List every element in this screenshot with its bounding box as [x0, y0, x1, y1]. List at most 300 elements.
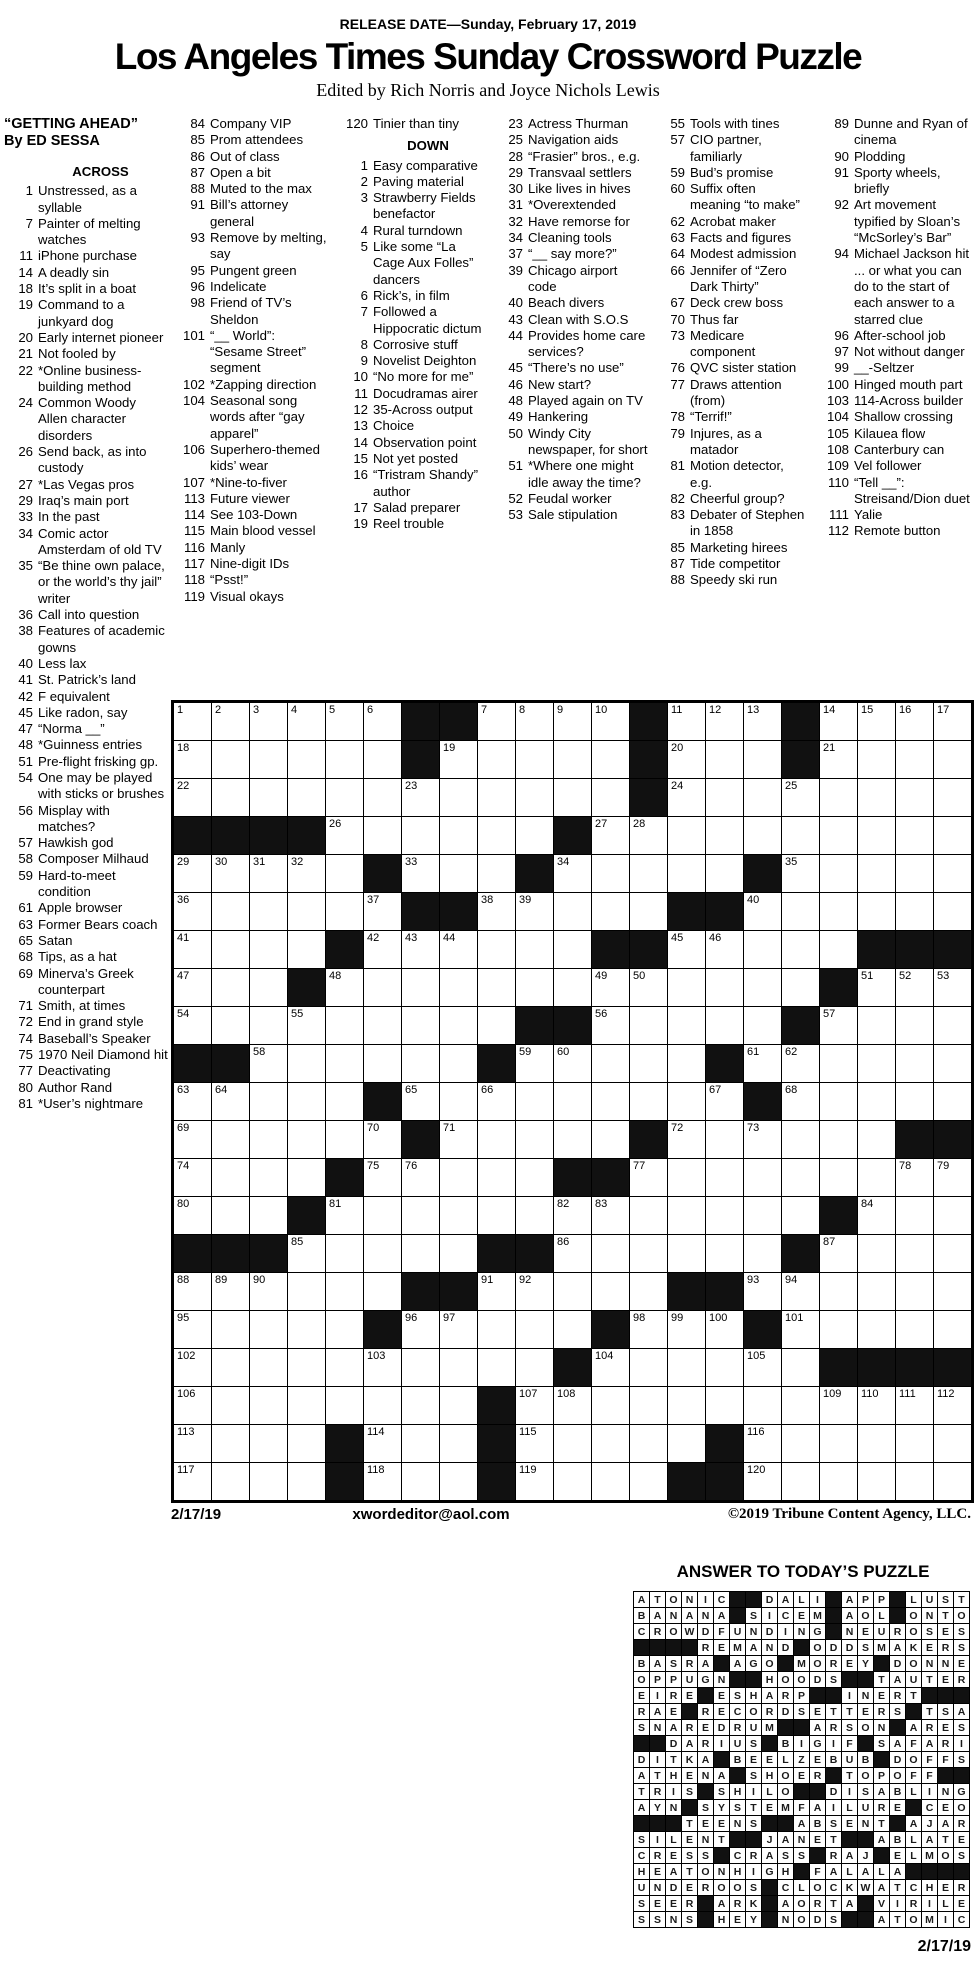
- grid-cell[interactable]: [630, 893, 668, 931]
- grid-cell[interactable]: [630, 1311, 668, 1349]
- grid-cell[interactable]: [173, 1349, 212, 1387]
- grid-cell[interactable]: [782, 893, 820, 931]
- grid-cell[interactable]: [782, 931, 820, 969]
- grid-cell[interactable]: [592, 1121, 630, 1159]
- grid-cell[interactable]: [440, 1387, 478, 1425]
- grid-cell[interactable]: [402, 1349, 440, 1387]
- grid-cell[interactable]: [516, 931, 554, 969]
- grid-cell[interactable]: [706, 969, 744, 1007]
- grid-cell[interactable]: [288, 931, 326, 969]
- grid-cell[interactable]: [668, 1235, 706, 1273]
- grid-cell[interactable]: [630, 855, 668, 893]
- grid-cell[interactable]: [934, 1463, 973, 1502]
- grid-cell[interactable]: [364, 741, 402, 779]
- grid-cell[interactable]: [516, 1159, 554, 1197]
- grid-cell[interactable]: [288, 1349, 326, 1387]
- grid-cell[interactable]: [326, 969, 364, 1007]
- grid-cell[interactable]: [934, 817, 973, 855]
- grid-cell[interactable]: [288, 1387, 326, 1425]
- grid-cell[interactable]: [212, 1159, 250, 1197]
- grid-cell[interactable]: [364, 1273, 402, 1311]
- grid-cell[interactable]: [288, 1273, 326, 1311]
- grid-cell[interactable]: [820, 741, 858, 779]
- grid-cell[interactable]: [288, 1159, 326, 1197]
- grid-cell[interactable]: [820, 1007, 858, 1045]
- grid-cell[interactable]: [554, 1311, 592, 1349]
- grid-cell[interactable]: [896, 1045, 934, 1083]
- grid-cell[interactable]: [554, 1425, 592, 1463]
- grid-cell[interactable]: [250, 969, 288, 1007]
- grid-cell[interactable]: [554, 893, 592, 931]
- grid-cell[interactable]: [554, 931, 592, 969]
- grid-cell[interactable]: [554, 1121, 592, 1159]
- grid-cell[interactable]: [478, 1349, 516, 1387]
- grid-cell[interactable]: [402, 1311, 440, 1349]
- grid-cell[interactable]: [402, 1235, 440, 1273]
- grid-cell[interactable]: [896, 1463, 934, 1502]
- grid-cell[interactable]: [326, 1083, 364, 1121]
- grid-cell[interactable]: [440, 1349, 478, 1387]
- grid-cell[interactable]: [934, 893, 973, 931]
- grid-cell[interactable]: [630, 1045, 668, 1083]
- grid-cell[interactable]: [440, 741, 478, 779]
- grid-cell[interactable]: [326, 1045, 364, 1083]
- grid-cell[interactable]: [896, 1197, 934, 1235]
- grid-cell[interactable]: [592, 893, 630, 931]
- grid-cell[interactable]: [896, 1235, 934, 1273]
- grid-cell[interactable]: [364, 1387, 402, 1425]
- grid-cell[interactable]: [782, 1463, 820, 1502]
- grid-cell[interactable]: [820, 1311, 858, 1349]
- grid-cell[interactable]: [250, 1273, 288, 1311]
- grid-cell[interactable]: [706, 1387, 744, 1425]
- grid-cell[interactable]: [250, 1387, 288, 1425]
- grid-cell[interactable]: [250, 1463, 288, 1502]
- grid-cell[interactable]: [326, 1273, 364, 1311]
- grid-cell[interactable]: [478, 1159, 516, 1197]
- grid-cell[interactable]: [782, 1387, 820, 1425]
- grid-cell[interactable]: [554, 969, 592, 1007]
- grid-cell[interactable]: [896, 1007, 934, 1045]
- grid-cell[interactable]: [402, 779, 440, 817]
- grid-cell[interactable]: [402, 969, 440, 1007]
- grid-cell[interactable]: [706, 1349, 744, 1387]
- grid-cell[interactable]: [630, 1235, 668, 1273]
- grid-cell[interactable]: [782, 855, 820, 893]
- grid-cell[interactable]: [326, 893, 364, 931]
- grid-cell[interactable]: [250, 931, 288, 969]
- grid-cell[interactable]: [744, 1159, 782, 1197]
- grid-cell[interactable]: [820, 702, 858, 741]
- grid-cell[interactable]: [288, 893, 326, 931]
- grid-cell[interactable]: [173, 855, 212, 893]
- grid-cell[interactable]: [478, 1273, 516, 1311]
- grid-cell[interactable]: [440, 931, 478, 969]
- grid-cell[interactable]: [744, 817, 782, 855]
- grid-cell[interactable]: [630, 1349, 668, 1387]
- grid-cell[interactable]: [934, 1197, 973, 1235]
- grid-cell[interactable]: [516, 1197, 554, 1235]
- grid-cell[interactable]: [173, 1425, 212, 1463]
- grid-cell[interactable]: [934, 1273, 973, 1311]
- grid-cell[interactable]: [706, 855, 744, 893]
- grid-cell[interactable]: [364, 1045, 402, 1083]
- grid-cell[interactable]: [250, 779, 288, 817]
- grid-cell[interactable]: [934, 1159, 973, 1197]
- grid-cell[interactable]: [516, 1349, 554, 1387]
- grid-cell[interactable]: [668, 1083, 706, 1121]
- grid-cell[interactable]: [668, 1007, 706, 1045]
- grid-cell[interactable]: [554, 1235, 592, 1273]
- grid-cell[interactable]: [782, 1197, 820, 1235]
- grid-cell[interactable]: [516, 1121, 554, 1159]
- grid-cell[interactable]: [250, 741, 288, 779]
- grid-cell[interactable]: [212, 1007, 250, 1045]
- grid-cell[interactable]: [554, 779, 592, 817]
- grid-cell[interactable]: [858, 1311, 896, 1349]
- grid-cell[interactable]: [440, 1159, 478, 1197]
- grid-cell[interactable]: [668, 1425, 706, 1463]
- grid-cell[interactable]: [592, 741, 630, 779]
- grid-cell[interactable]: [364, 1425, 402, 1463]
- grid-cell[interactable]: [440, 1083, 478, 1121]
- grid-cell[interactable]: [858, 817, 896, 855]
- grid-cell[interactable]: [668, 931, 706, 969]
- grid-cell[interactable]: [858, 1197, 896, 1235]
- grid-cell[interactable]: [820, 931, 858, 969]
- grid-cell[interactable]: [478, 893, 516, 931]
- grid-cell[interactable]: [706, 1121, 744, 1159]
- grid-cell[interactable]: [706, 1083, 744, 1121]
- grid-cell[interactable]: [554, 741, 592, 779]
- grid-cell[interactable]: [478, 1311, 516, 1349]
- grid-cell[interactable]: [516, 969, 554, 1007]
- grid-cell[interactable]: [630, 1197, 668, 1235]
- grid-cell[interactable]: [858, 702, 896, 741]
- grid-cell[interactable]: [364, 893, 402, 931]
- grid-cell[interactable]: [212, 1083, 250, 1121]
- grid-cell[interactable]: [516, 1273, 554, 1311]
- grid-cell[interactable]: [212, 1387, 250, 1425]
- grid-cell[interactable]: [820, 855, 858, 893]
- grid-cell[interactable]: [440, 1463, 478, 1502]
- grid-cell[interactable]: [250, 702, 288, 741]
- grid-cell[interactable]: [668, 779, 706, 817]
- grid-cell[interactable]: [896, 817, 934, 855]
- grid-cell[interactable]: [896, 1273, 934, 1311]
- grid-cell[interactable]: [554, 1197, 592, 1235]
- grid-cell[interactable]: [668, 1159, 706, 1197]
- grid-cell[interactable]: [250, 893, 288, 931]
- grid-cell[interactable]: [782, 1349, 820, 1387]
- grid-cell[interactable]: [173, 779, 212, 817]
- grid-cell[interactable]: [288, 855, 326, 893]
- grid-cell[interactable]: [706, 702, 744, 741]
- grid-cell[interactable]: [668, 1387, 706, 1425]
- grid-cell[interactable]: [364, 1463, 402, 1502]
- grid-cell[interactable]: [212, 1273, 250, 1311]
- grid-cell[interactable]: [706, 1007, 744, 1045]
- grid-cell[interactable]: [706, 1197, 744, 1235]
- grid-cell[interactable]: [402, 855, 440, 893]
- grid-cell[interactable]: [440, 1121, 478, 1159]
- grid-cell[interactable]: [858, 1273, 896, 1311]
- grid-cell[interactable]: [364, 1197, 402, 1235]
- grid-cell[interactable]: [554, 1387, 592, 1425]
- grid-cell[interactable]: [896, 1159, 934, 1197]
- grid-cell[interactable]: [478, 741, 516, 779]
- grid-cell[interactable]: [440, 1311, 478, 1349]
- grid-cell[interactable]: [744, 702, 782, 741]
- grid-cell[interactable]: [706, 741, 744, 779]
- grid-cell[interactable]: [820, 893, 858, 931]
- grid-cell[interactable]: [250, 1007, 288, 1045]
- grid-cell[interactable]: [744, 1387, 782, 1425]
- grid-cell[interactable]: [478, 817, 516, 855]
- grid-cell[interactable]: [744, 741, 782, 779]
- grid-cell[interactable]: [250, 855, 288, 893]
- grid-cell[interactable]: [212, 1311, 250, 1349]
- grid-cell[interactable]: [478, 702, 516, 741]
- grid-cell[interactable]: [592, 1235, 630, 1273]
- grid-cell[interactable]: [668, 702, 706, 741]
- grid-cell[interactable]: [402, 1083, 440, 1121]
- grid-cell[interactable]: [212, 741, 250, 779]
- grid-cell[interactable]: [288, 1083, 326, 1121]
- grid-cell[interactable]: [478, 1083, 516, 1121]
- grid-cell[interactable]: [668, 1311, 706, 1349]
- grid-cell[interactable]: [668, 817, 706, 855]
- grid-cell[interactable]: [516, 702, 554, 741]
- grid-cell[interactable]: [744, 931, 782, 969]
- grid-cell[interactable]: [630, 1007, 668, 1045]
- grid-cell[interactable]: [668, 1121, 706, 1159]
- grid-cell[interactable]: [668, 1197, 706, 1235]
- grid-cell[interactable]: [364, 969, 402, 1007]
- grid-cell[interactable]: [782, 969, 820, 1007]
- grid-cell[interactable]: [402, 817, 440, 855]
- grid-cell[interactable]: [326, 1007, 364, 1045]
- grid-cell[interactable]: [782, 1425, 820, 1463]
- grid-cell[interactable]: [782, 1121, 820, 1159]
- grid-cell[interactable]: [896, 741, 934, 779]
- grid-cell[interactable]: [858, 1159, 896, 1197]
- grid-cell[interactable]: [592, 855, 630, 893]
- grid-cell[interactable]: [364, 1349, 402, 1387]
- grid-cell[interactable]: [744, 1463, 782, 1502]
- grid-cell[interactable]: [744, 1273, 782, 1311]
- grid-cell[interactable]: [744, 1349, 782, 1387]
- grid-cell[interactable]: [744, 1007, 782, 1045]
- grid-cell[interactable]: [592, 1425, 630, 1463]
- grid-cell[interactable]: [896, 779, 934, 817]
- grid-cell[interactable]: [630, 1273, 668, 1311]
- grid-cell[interactable]: [820, 1463, 858, 1502]
- grid-cell[interactable]: [364, 1121, 402, 1159]
- grid-cell[interactable]: [934, 855, 973, 893]
- grid-cell[interactable]: [440, 1045, 478, 1083]
- grid-cell[interactable]: [402, 1007, 440, 1045]
- grid-cell[interactable]: [516, 741, 554, 779]
- grid-cell[interactable]: [630, 817, 668, 855]
- grid-cell[interactable]: [896, 1083, 934, 1121]
- grid-cell[interactable]: [478, 969, 516, 1007]
- grid-cell[interactable]: [592, 1045, 630, 1083]
- grid-cell[interactable]: [858, 1235, 896, 1273]
- grid-cell[interactable]: [250, 1349, 288, 1387]
- grid-cell[interactable]: [554, 1273, 592, 1311]
- grid-cell[interactable]: [706, 1311, 744, 1349]
- grid-cell[interactable]: [592, 1197, 630, 1235]
- grid-cell[interactable]: [402, 1197, 440, 1235]
- grid-cell[interactable]: [250, 1159, 288, 1197]
- grid-cell[interactable]: [288, 1121, 326, 1159]
- grid-cell[interactable]: [896, 893, 934, 931]
- grid-cell[interactable]: [440, 779, 478, 817]
- grid-cell[interactable]: [934, 1425, 973, 1463]
- grid-cell[interactable]: [364, 817, 402, 855]
- grid-cell[interactable]: [592, 1273, 630, 1311]
- grid-cell[interactable]: [212, 1197, 250, 1235]
- grid-cell[interactable]: [592, 1387, 630, 1425]
- grid-cell[interactable]: [250, 1083, 288, 1121]
- grid-cell[interactable]: [326, 817, 364, 855]
- grid-cell[interactable]: [820, 779, 858, 817]
- grid-cell[interactable]: [288, 779, 326, 817]
- grid-cell[interactable]: [896, 969, 934, 1007]
- grid-cell[interactable]: [250, 1045, 288, 1083]
- grid-cell[interactable]: [858, 779, 896, 817]
- grid-cell[interactable]: [858, 1387, 896, 1425]
- grid-cell[interactable]: [250, 1121, 288, 1159]
- grid-cell[interactable]: [212, 893, 250, 931]
- grid-cell[interactable]: [858, 1007, 896, 1045]
- grid-cell[interactable]: [516, 1425, 554, 1463]
- grid-cell[interactable]: [440, 1197, 478, 1235]
- grid-cell[interactable]: [592, 779, 630, 817]
- grid-cell[interactable]: [478, 855, 516, 893]
- grid-cell[interactable]: [250, 1311, 288, 1349]
- grid-cell[interactable]: [173, 1197, 212, 1235]
- grid-cell[interactable]: [896, 1311, 934, 1349]
- grid-cell[interactable]: [402, 1045, 440, 1083]
- grid-cell[interactable]: [326, 741, 364, 779]
- grid-cell[interactable]: [554, 1045, 592, 1083]
- grid-cell[interactable]: [440, 817, 478, 855]
- grid-cell[interactable]: [402, 1463, 440, 1502]
- grid-cell[interactable]: [592, 702, 630, 741]
- grid-cell[interactable]: [858, 893, 896, 931]
- grid-cell[interactable]: [173, 1463, 212, 1502]
- grid-cell[interactable]: [212, 1349, 250, 1387]
- grid-cell[interactable]: [630, 1425, 668, 1463]
- grid-cell[interactable]: [440, 1007, 478, 1045]
- grid-cell[interactable]: [173, 1007, 212, 1045]
- grid-cell[interactable]: [744, 1197, 782, 1235]
- grid-cell[interactable]: [706, 1159, 744, 1197]
- grid-cell[interactable]: [820, 1235, 858, 1273]
- grid-cell[interactable]: [858, 855, 896, 893]
- grid-cell[interactable]: [934, 1235, 973, 1273]
- grid-cell[interactable]: [173, 893, 212, 931]
- grid-cell[interactable]: [782, 1045, 820, 1083]
- grid-cell[interactable]: [820, 1045, 858, 1083]
- grid-cell[interactable]: [668, 1349, 706, 1387]
- grid-cell[interactable]: [668, 969, 706, 1007]
- grid-cell[interactable]: [173, 1387, 212, 1425]
- grid-cell[interactable]: [402, 1387, 440, 1425]
- grid-cell[interactable]: [744, 1235, 782, 1273]
- grid-cell[interactable]: [896, 1387, 934, 1425]
- grid-cell[interactable]: [592, 1083, 630, 1121]
- grid-cell[interactable]: [288, 1045, 326, 1083]
- grid-cell[interactable]: [934, 702, 973, 741]
- grid-cell[interactable]: [212, 779, 250, 817]
- grid-cell[interactable]: [858, 1463, 896, 1502]
- grid-cell[interactable]: [820, 1425, 858, 1463]
- grid-cell[interactable]: [478, 779, 516, 817]
- grid-cell[interactable]: [820, 1387, 858, 1425]
- grid-cell[interactable]: [516, 1463, 554, 1502]
- grid-cell[interactable]: [706, 779, 744, 817]
- grid-cell[interactable]: [744, 1121, 782, 1159]
- grid-cell[interactable]: [402, 1425, 440, 1463]
- grid-cell[interactable]: [173, 741, 212, 779]
- grid-cell[interactable]: [173, 1159, 212, 1197]
- grid-cell[interactable]: [592, 1007, 630, 1045]
- grid-cell[interactable]: [668, 1045, 706, 1083]
- grid-cell[interactable]: [326, 1121, 364, 1159]
- grid-cell[interactable]: [820, 1273, 858, 1311]
- grid-cell[interactable]: [516, 1083, 554, 1121]
- grid-cell[interactable]: [782, 1083, 820, 1121]
- grid-cell[interactable]: [326, 1197, 364, 1235]
- grid-cell[interactable]: [858, 1083, 896, 1121]
- grid-cell[interactable]: [782, 1159, 820, 1197]
- grid-cell[interactable]: [744, 893, 782, 931]
- grid-cell[interactable]: [706, 931, 744, 969]
- grid-cell[interactable]: [820, 1121, 858, 1159]
- grid-cell[interactable]: [326, 1311, 364, 1349]
- grid-cell[interactable]: [554, 702, 592, 741]
- grid-cell[interactable]: [326, 702, 364, 741]
- grid-cell[interactable]: [934, 741, 973, 779]
- grid-cell[interactable]: [744, 969, 782, 1007]
- grid-cell[interactable]: [364, 1159, 402, 1197]
- grid-cell[interactable]: [820, 1083, 858, 1121]
- grid-cell[interactable]: [173, 702, 212, 741]
- grid-cell[interactable]: [440, 1235, 478, 1273]
- grid-cell[interactable]: [630, 969, 668, 1007]
- grid-cell[interactable]: [630, 1159, 668, 1197]
- grid-cell[interactable]: [554, 1463, 592, 1502]
- grid-cell[interactable]: [820, 1159, 858, 1197]
- grid-cell[interactable]: [858, 969, 896, 1007]
- grid-cell[interactable]: [212, 969, 250, 1007]
- grid-cell[interactable]: [326, 1235, 364, 1273]
- grid-cell[interactable]: [668, 741, 706, 779]
- grid-cell[interactable]: [402, 1159, 440, 1197]
- grid-cell[interactable]: [630, 1463, 668, 1502]
- grid-cell[interactable]: [326, 1349, 364, 1387]
- grid-cell[interactable]: [364, 779, 402, 817]
- grid-cell[interactable]: [668, 855, 706, 893]
- grid-cell[interactable]: [592, 817, 630, 855]
- grid-cell[interactable]: [402, 931, 440, 969]
- grid-cell[interactable]: [440, 1425, 478, 1463]
- grid-cell[interactable]: [516, 817, 554, 855]
- grid-cell[interactable]: [934, 1387, 973, 1425]
